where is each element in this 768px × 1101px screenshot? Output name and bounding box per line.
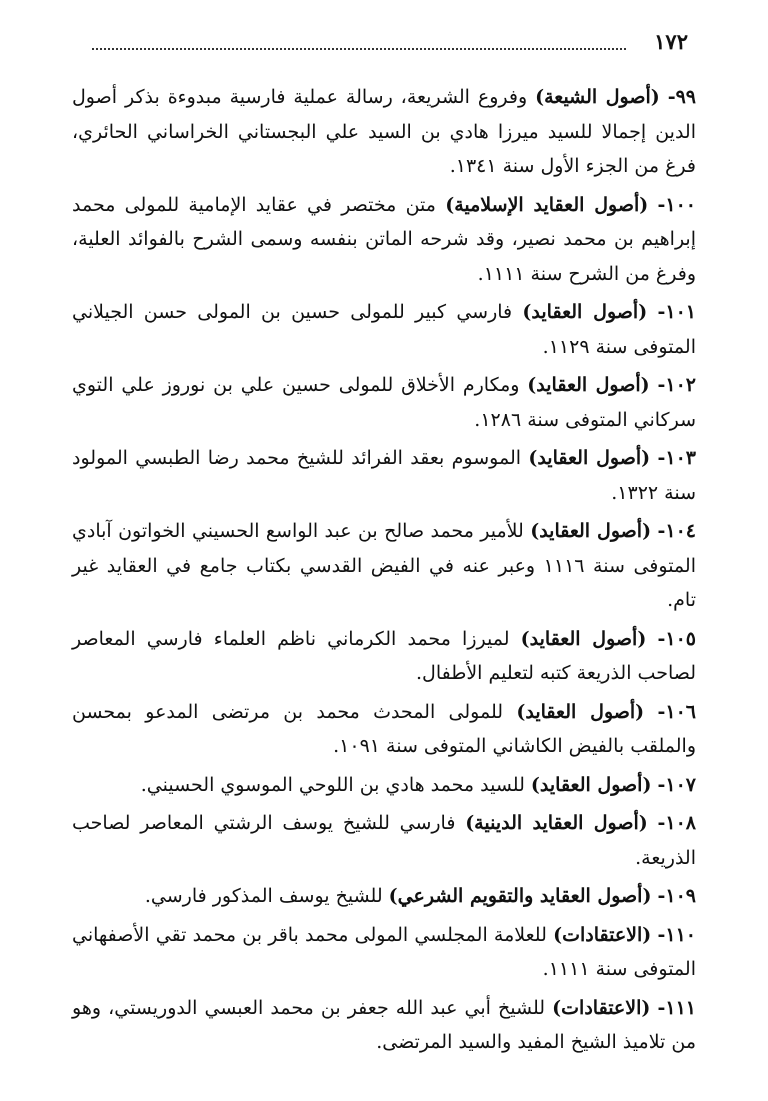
entry-title: (أصول العقايد) [530,773,652,796]
entry-text: للمولى المحدث محمد بن مرتضى المدعو بمحسن والملقب بالفيض الكاشاني المتوفى سنة ١٠٩١. [72,700,696,757]
entry-number: ١٠٩- [657,885,696,907]
entry-number: ١٠٣- [657,447,696,469]
entry-111 [72,991,696,1060]
entry-107 [72,768,696,803]
entries-list [72,80,696,1064]
entry-number: ١١١- [657,996,696,1019]
entry-text: للسيد محمد هادي بن اللوحي الموسوي الحسيني. [140,773,525,796]
entry-text: ومكارم الأخلاق للمولى حسين علي بن نوروز علي التوي سركاني المتوفى سنة ١٢٨٦. [72,374,696,431]
entry-106 [72,695,696,764]
entry-title: (الاعتقادات) [553,923,652,946]
entry-102 [72,368,696,437]
entry-number: ١٠٥- [657,627,696,650]
entry-text: وفروع الشريعة، رسالة عملية فارسية مبدوءة بذكر أصول الدين إجمالا للسيد ميرزا هادي بن السيد علي البجستاني الخراساني الحائري، فرغ من الجزء الأول سنة ١٣٤١. [72,86,696,177]
entry-title: (أصول العقايد الإسلامية) [445,193,649,216]
entry-99 [72,80,696,184]
entry-text: للشيخ أبي عبد الله جعفر بن محمد العبسي الدوريستي، وهو من تلاميذ الشيخ المفيد والسيد المرتضى. [72,996,696,1053]
entry-text: فارسي كبير للمولى حسين بن المولى حسن الجيلاني المتوفى سنة ١١٢٩. [72,301,696,358]
page-number: ١٧٢ [654,29,688,54]
entry-title: (أصول العقايد الدينية) [465,812,648,834]
entry-text: للشيخ يوسف المذكور فارسي. [144,885,383,907]
entry-number: ١٠٦- [657,700,696,723]
entry-text: الموسوم بعقد الفرائد للشيخ محمد رضا الطبسي المولود سنة ١٣٢٢. [72,447,696,504]
entry-title: (أصول الشيعة) [535,86,660,108]
entry-text: لميرزا محمد الكرماني ناظم العلماء فارسي المعاصر لصاحب الذريعة كتبه لتعليم الأطفال. [72,627,696,684]
header-dotted-rule [92,48,626,50]
entry-title: (أصول العقايد) [530,520,652,542]
entry-number: ١٠٧- [657,773,696,796]
entry-110 [72,918,696,987]
entry-title: (أصول العقايد) [522,301,648,323]
entry-number: ١٠٤- [657,520,697,542]
entry-title: (أصول العقايد) [527,374,650,396]
entry-100 [72,188,696,292]
entry-text: متن مختصر في عقايد الإمامية للمولى محمد إبراهيم بن محمد نصير، وقد شرحه الماتن بنفسه وسمى الشرح بالفوائد العلية، وفرغ من الشرح سنة ١١١١. [72,193,696,285]
entry-title: (أصول العقايد) [520,627,647,650]
entry-number: ١٠٢- [657,374,696,396]
entry-title: (الاعتقادات) [552,996,651,1019]
entry-number: ٩٩- [667,86,697,108]
entry-number: ١٠٨- [657,812,697,834]
entry-title: (أصول العقايد) [516,700,645,723]
entry-number: ١١٠- [657,923,696,946]
entry-text: للأمير محمد صالح بن عبد الواسع الحسيني الخواتون آبادي المتوفى سنة ١١١٦ وعبر عنه في الفيض القدسي بكتاب جامع في العقايد غير تام. [72,520,696,611]
entry-number: ١٠١- [657,301,697,323]
entry-103 [72,441,696,510]
entry-text: فارسي للشيخ يوسف الرشتي المعاصر لصاحب الذريعة. [72,812,696,869]
entry-101 [72,295,696,364]
entry-number: ١٠٠- [657,193,696,216]
entry-108 [72,806,696,875]
entry-title: (أصول العقايد والتقويم الشرعي) [388,885,652,907]
entry-text: للعلامة المجلسي المولى محمد باقر بن محمد تقي الأصفهاني المتوفى سنة ١١١١. [72,923,696,980]
document-page [72,0,696,1101]
page-header [72,28,696,58]
entry-105 [72,622,696,691]
entry-104 [72,514,696,618]
entry-title: (أصول العقايد) [528,447,651,469]
entry-109 [72,879,696,914]
